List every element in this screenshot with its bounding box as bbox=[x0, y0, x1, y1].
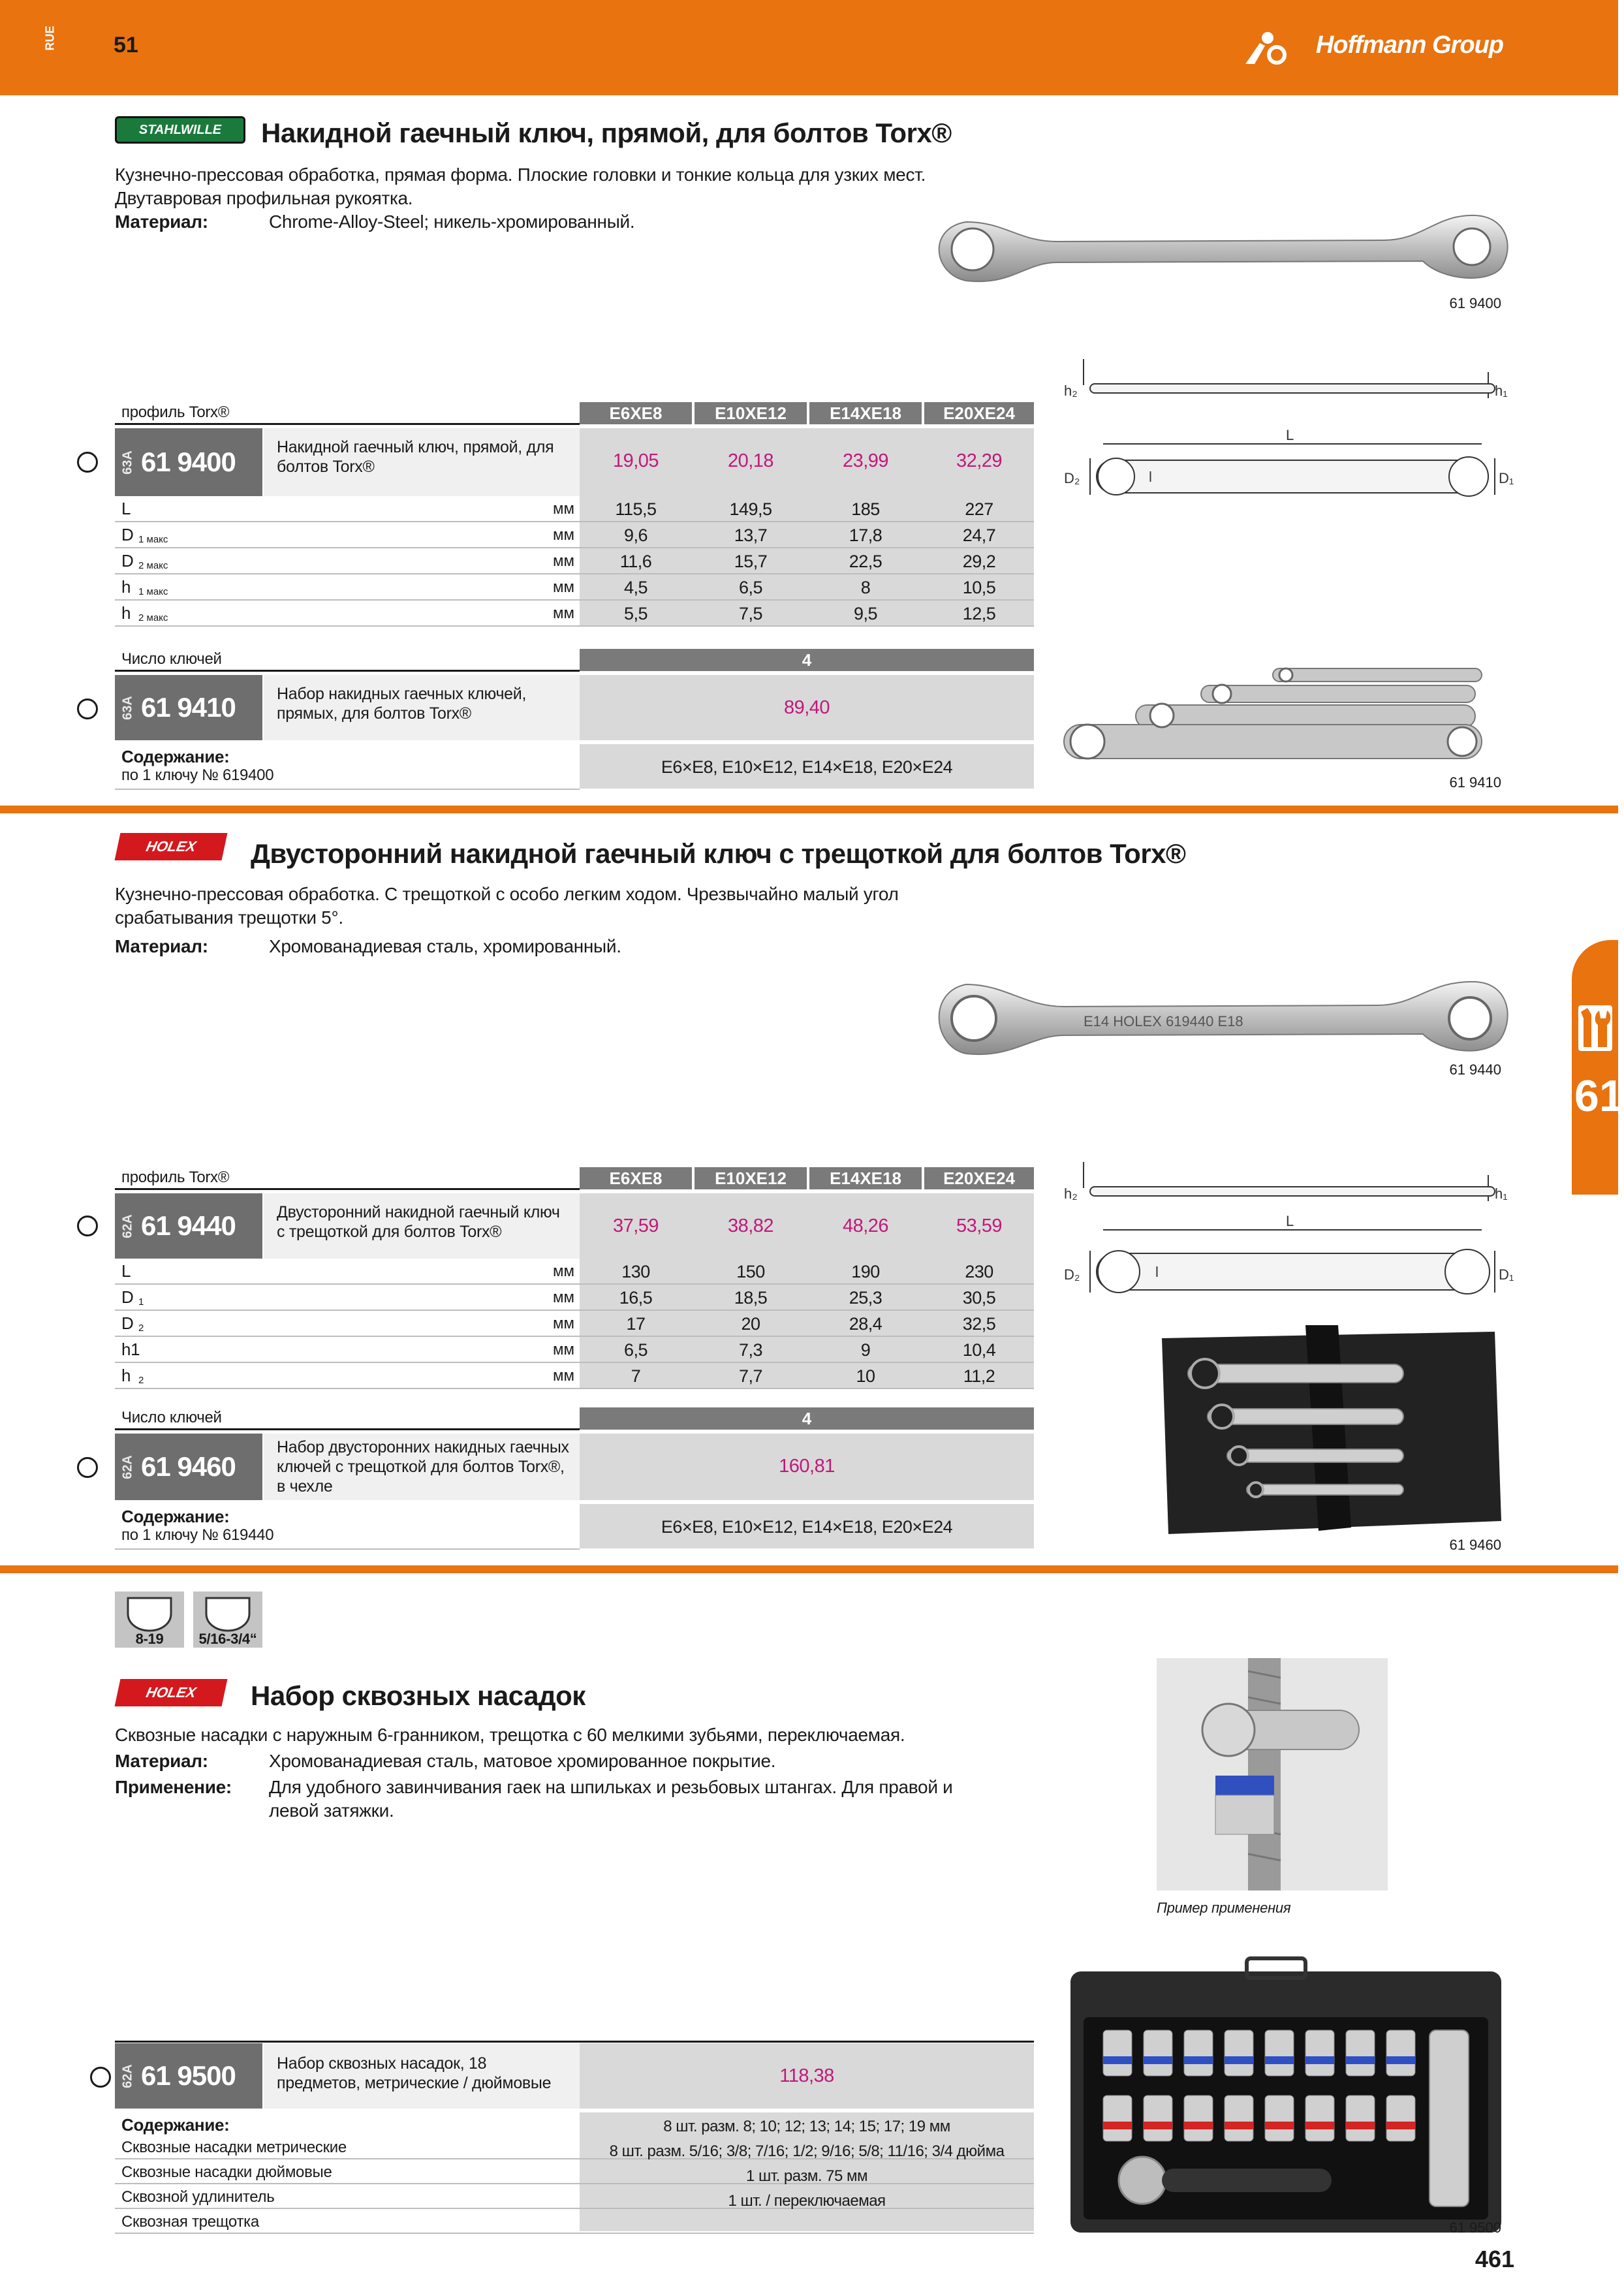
unit-label: мм bbox=[553, 1341, 574, 1358]
dimension-value: 9 bbox=[860, 1340, 871, 1360]
profile-label-2: профиль Torx® bbox=[121, 1169, 230, 1186]
svg-text:h₂: h₂ bbox=[1064, 1185, 1078, 1202]
dimension-value: 9,6 bbox=[623, 525, 648, 545]
dimension-value: 24,7 bbox=[962, 525, 996, 545]
section1-desc1: Кузнечно-прессовая обработка, прямая форма. Плоские головки и тонкие кольца для узких мест. bbox=[115, 165, 926, 185]
section3-application-label: Применение: bbox=[115, 1777, 232, 1797]
section2-desc1: Кузнечно-прессовая обработка. С трещоткой с особо легким ходом. Чрезвычайно малый угол bbox=[115, 884, 899, 904]
socket bbox=[1305, 2095, 1334, 2141]
price: 48,26 bbox=[842, 1216, 889, 1236]
section3-material: Хромованадиевая сталь, матовое хромированное покрытие. bbox=[269, 1751, 776, 1771]
svg-text:l: l bbox=[1155, 1264, 1159, 1280]
page-header bbox=[0, 0, 1618, 95]
dimension-value: 5,5 bbox=[623, 604, 648, 623]
dimension-value: 29,2 bbox=[962, 552, 996, 571]
unit-label: мм bbox=[553, 1289, 574, 1306]
dimension-value: 149,5 bbox=[729, 499, 772, 519]
table1b-rule bbox=[115, 670, 580, 672]
size-header: E6XE8 bbox=[580, 1167, 692, 1189]
svg-text:D₂: D₂ bbox=[1064, 470, 1080, 486]
size-header: E20XE24 bbox=[924, 1167, 1034, 1189]
socket-band bbox=[1225, 2122, 1253, 2129]
dimension-value: 6,5 bbox=[623, 1340, 648, 1360]
dimension-value: 7 bbox=[631, 1366, 641, 1386]
content-row-value: 8 шт. разм. 5/16; 3/8; 7/16; 1/2; 9/16; 5/8; 11/16; 3/4 дюйма bbox=[609, 2142, 1005, 2160]
dimension-value: 13,7 bbox=[734, 525, 768, 545]
socket-band bbox=[1184, 2122, 1213, 2129]
dimension-value: 11,2 bbox=[963, 1366, 995, 1386]
page-number: 461 bbox=[1475, 2246, 1514, 2272]
dimension-subscript: 2 bbox=[138, 1375, 144, 1386]
size-header: E6XE8 bbox=[580, 402, 692, 424]
torx-wrench-image bbox=[927, 209, 1514, 287]
dimension-value: 227 bbox=[965, 499, 993, 519]
dimension-subscript: 2 bbox=[138, 1323, 144, 1334]
dimension-subscript: 1 bbox=[138, 1296, 144, 1308]
dimension-value: 8 bbox=[860, 578, 871, 597]
dimension-value: 17 bbox=[626, 1314, 646, 1334]
article-619440-desc: Двусторонний накидной гаечный ключ с трещоткой для болтов Torx® bbox=[277, 1203, 560, 1241]
section2-title: Двусторонний накидной гаечный ключ с трещоткой для болтов Torx® bbox=[251, 838, 1186, 869]
dimension-value: 17,8 bbox=[849, 525, 882, 545]
section-separator bbox=[0, 1565, 1618, 1573]
unit-label: мм bbox=[553, 1367, 574, 1385]
price: 37,59 bbox=[612, 1216, 659, 1236]
article-619500-desc: Набор сквозных насадок, 18 предметов, метрические / дюймовые bbox=[277, 2054, 552, 2092]
socket-band bbox=[1184, 2056, 1213, 2064]
svg-text:l: l bbox=[1149, 469, 1152, 485]
socket bbox=[1386, 2095, 1415, 2141]
dimension-value: 11,6 bbox=[619, 552, 652, 571]
svg-text:D₁: D₁ bbox=[1499, 470, 1514, 486]
dimension-value: 22,5 bbox=[849, 552, 882, 571]
content-row-label: Сквозные насадки дюймовые bbox=[121, 2163, 332, 2181]
dimension-value: 20 bbox=[741, 1314, 760, 1334]
wrench-engraving: E14 HOLEX 619440 E18 bbox=[1084, 1013, 1243, 1029]
table2-rule bbox=[115, 1188, 580, 1190]
dimension-subscript: 2 макс bbox=[138, 612, 168, 623]
image-ref-619440: 61 9440 bbox=[1449, 1061, 1501, 1078]
availability-circle-icon bbox=[77, 698, 98, 719]
catalog-page-number: 51 bbox=[114, 33, 138, 57]
section1-desc2: Двутавровая профильная рукоятка. bbox=[115, 188, 413, 208]
content-row-label: Сквозные насадки метрические bbox=[121, 2139, 347, 2156]
dimension-label: D bbox=[121, 551, 134, 571]
content-sub-1: по 1 ключу № 619400 bbox=[121, 766, 274, 784]
socket bbox=[1144, 2095, 1172, 2141]
section-separator bbox=[0, 806, 1618, 813]
content-value-1: E6×E8, E10×E12, E14×E18, E20×E24 bbox=[661, 757, 953, 777]
svg-text:D₁: D₁ bbox=[1499, 1266, 1514, 1283]
article-619440[interactable]: 62A 61 9440 bbox=[115, 1193, 262, 1259]
unit-label: мм bbox=[553, 500, 574, 518]
dimension-label: h bbox=[121, 1366, 131, 1385]
dimension-value: 190 bbox=[851, 1262, 880, 1281]
socket bbox=[1184, 2030, 1213, 2076]
size-header: E14XE18 bbox=[809, 402, 922, 424]
dimension-label: D bbox=[121, 1313, 134, 1333]
dimension-label: L bbox=[121, 1261, 131, 1281]
article-619460-desc: Набор двусторонних накидных гаечных ключей с трещоткой для болтов Torx®, в чехле bbox=[277, 1438, 569, 1496]
dimension-subscript: 1 макс bbox=[138, 586, 168, 597]
unit-label: мм bbox=[553, 578, 574, 596]
article-619400-desc: Накидной гаечный ключ, прямой, для болтов Torx® bbox=[277, 438, 554, 476]
dimension-label: D bbox=[121, 525, 134, 544]
dimension-label: h bbox=[121, 577, 131, 597]
section3-application-2: левой затяжки. bbox=[269, 1800, 394, 1821]
socket bbox=[1103, 2030, 1132, 2076]
dimension-value: 32,5 bbox=[962, 1314, 996, 1334]
socket bbox=[1346, 2095, 1375, 2141]
section2-desc2: срабатывания трещотки 5°. bbox=[115, 907, 343, 928]
inch-range-label: 5/16-3/4“ bbox=[198, 1631, 257, 1647]
key-count: 4 bbox=[580, 649, 1034, 671]
content-label-3: Содержание: bbox=[121, 2115, 230, 2135]
dimension-drawing-2 bbox=[1064, 1149, 1521, 1312]
availability-circle-icon bbox=[90, 2067, 111, 2088]
availability-circle-icon bbox=[77, 1457, 98, 1478]
content-value-2: E6×E8, E10×E12, E14×E18, E20×E24 bbox=[661, 1517, 953, 1537]
diag-h2: h₂ bbox=[1064, 383, 1078, 399]
dimension-value: 28,4 bbox=[849, 1314, 882, 1334]
svg-text:h₁: h₁ bbox=[1495, 1185, 1508, 1202]
svg-text:L: L bbox=[1286, 1213, 1294, 1229]
dimension-value: 7,7 bbox=[738, 1366, 763, 1386]
socket-set-case-image bbox=[1064, 1958, 1508, 2233]
unit-label: мм bbox=[553, 552, 574, 570]
image-ref-619460: 61 9460 bbox=[1449, 1537, 1501, 1553]
profile-label-1: профиль Torx® bbox=[121, 403, 230, 421]
section1-title: Накидной гаечный ключ, прямой, для болтов Torx® bbox=[261, 118, 952, 148]
application-photo bbox=[1157, 1658, 1388, 1890]
socket-band bbox=[1103, 2056, 1132, 2064]
section2-material-label: Материал: bbox=[115, 936, 208, 956]
dimension-value: 6,5 bbox=[738, 578, 763, 597]
hoffmann-logo-icon bbox=[1243, 29, 1288, 65]
unit-label: мм bbox=[553, 1315, 574, 1332]
availability-circle-icon bbox=[77, 1216, 98, 1236]
dimension-value: 4,5 bbox=[623, 578, 648, 597]
socket-band bbox=[1144, 2122, 1172, 2129]
row-rule bbox=[115, 1310, 1034, 1311]
holex-logo: HOLEX bbox=[115, 1679, 228, 1706]
application-caption: Пример применения bbox=[1157, 1900, 1291, 1916]
size-header: E20XE24 bbox=[924, 402, 1034, 424]
size-header: E14XE18 bbox=[809, 1167, 922, 1189]
socket bbox=[1265, 2095, 1294, 2141]
dimension-value: 30,5 bbox=[962, 1288, 996, 1308]
content-row-value: 8 шт. разм. 8; 10; 12; 13; 14; 15; 17; 19 мм bbox=[663, 2118, 950, 2135]
dimension-drawing-1 bbox=[1064, 346, 1521, 509]
socket-band bbox=[1386, 2122, 1415, 2129]
row-rule bbox=[115, 573, 1034, 574]
wrench-chapter-icon bbox=[1578, 1005, 1612, 1051]
dimension-value: 115,5 bbox=[615, 499, 657, 519]
socket bbox=[1305, 2030, 1334, 2076]
unit-label: мм bbox=[553, 604, 574, 622]
dimension-value: 25,3 bbox=[849, 1288, 882, 1308]
price: 19,05 bbox=[612, 450, 659, 471]
socket-band bbox=[1265, 2056, 1294, 2064]
image-ref-619410: 61 9410 bbox=[1449, 774, 1501, 791]
article-619400[interactable]: 63A 61 9400 bbox=[115, 428, 262, 496]
price: 38,82 bbox=[727, 1216, 774, 1236]
row-rule bbox=[115, 1336, 1034, 1337]
socket bbox=[1386, 2030, 1415, 2076]
ratchet-wrench-image bbox=[927, 973, 1514, 1064]
dimension-value: 10 bbox=[856, 1366, 875, 1386]
section3-desc1: Сквозные насадки с наружным 6-гранником, трещотка с 60 мелкими зубьями, переключаемая. bbox=[115, 1725, 905, 1745]
article-619410[interactable]: 63A 61 9410 bbox=[115, 675, 262, 740]
image-ref-619500: 61 9500 bbox=[1449, 2219, 1501, 2236]
socket bbox=[1184, 2095, 1213, 2141]
section3-material-label: Материал: bbox=[115, 1751, 208, 1771]
size-header: E10XE12 bbox=[695, 402, 807, 424]
row-rule bbox=[115, 1283, 1034, 1285]
dimension-value: 7,3 bbox=[738, 1340, 763, 1360]
image-ref-619400: 61 9400 bbox=[1449, 295, 1501, 311]
chapter-number: 61 bbox=[1574, 1071, 1624, 1121]
section3-title: Набор сквозных насадок bbox=[251, 1680, 586, 1711]
socket bbox=[1144, 2030, 1172, 2076]
socket bbox=[1265, 2030, 1294, 2076]
content-row-value: 1 шт. / переключаемая bbox=[728, 2192, 886, 2210]
dimension-value: 9,5 bbox=[853, 604, 878, 623]
row-rule bbox=[115, 547, 1034, 548]
holex-logo: HOLEX bbox=[115, 833, 228, 860]
socket bbox=[1346, 2030, 1375, 2076]
price: 20,18 bbox=[727, 450, 774, 471]
dimension-value: 12,5 bbox=[962, 604, 996, 623]
table2b-rule bbox=[115, 1428, 580, 1430]
chapter-tab bbox=[1572, 940, 1624, 1195]
price: 23,99 bbox=[842, 450, 889, 471]
wrench-pouch-image bbox=[1155, 1325, 1508, 1541]
article-619460[interactable]: 62A 61 9460 bbox=[115, 1434, 262, 1500]
dimension-value: 185 bbox=[851, 499, 880, 519]
price: 118,38 bbox=[779, 2065, 834, 2086]
table1-rule bbox=[115, 423, 580, 425]
section1-material: Chrome-Alloy-Steel; никель-хромированный. bbox=[269, 212, 635, 232]
unit-label: мм bbox=[553, 526, 574, 544]
dimension-value: 15,7 bbox=[734, 552, 768, 571]
dimension-label: h1 bbox=[121, 1340, 140, 1359]
row-rule bbox=[115, 1362, 1034, 1363]
socket-band bbox=[1346, 2056, 1375, 2064]
content-row-label: Сквозная трещотка bbox=[121, 2213, 259, 2231]
section1-material-label: Материал: bbox=[115, 212, 208, 232]
price: 160,81 bbox=[779, 1456, 835, 1477]
socket-band bbox=[1305, 2056, 1334, 2064]
key-count: 4 bbox=[580, 1407, 1034, 1430]
dimension-value: 130 bbox=[621, 1262, 650, 1281]
content-row-label: Сквозной удлинитель bbox=[121, 2188, 275, 2206]
wrench-set-image bbox=[1057, 659, 1501, 783]
price: 32,29 bbox=[956, 450, 1003, 471]
socket-band bbox=[1386, 2056, 1415, 2064]
availability-circle-icon bbox=[77, 452, 98, 473]
svg-text:L: L bbox=[1286, 427, 1294, 443]
socket-band bbox=[1144, 2056, 1172, 2064]
price: 53,59 bbox=[956, 1216, 1003, 1236]
row-rule bbox=[115, 1548, 580, 1550]
size-header: E10XE12 bbox=[695, 1167, 807, 1189]
hoffmann-logo-text: Hoffmann Group bbox=[1315, 31, 1503, 59]
socket bbox=[1103, 2095, 1132, 2141]
language-code: RUE bbox=[43, 25, 57, 51]
stahlwille-logo: STAHLWILLE bbox=[115, 116, 245, 144]
socket-band bbox=[1103, 2122, 1132, 2129]
dimension-label: L bbox=[121, 499, 131, 518]
content-row-value: 1 шт. разм. 75 мм bbox=[745, 2167, 868, 2185]
dimension-value: 10,5 bbox=[962, 578, 996, 597]
count-label-1: Число ключей bbox=[121, 650, 222, 668]
svg-text:D₂: D₂ bbox=[1064, 1266, 1080, 1283]
metric-range-label: 8-19 bbox=[135, 1631, 164, 1647]
content-sub-2: по 1 ключу № 619440 bbox=[121, 1526, 274, 1544]
dimension-subscript: 1 макс bbox=[138, 534, 168, 545]
row-rule bbox=[115, 2233, 1034, 2234]
row-rule bbox=[115, 521, 1034, 522]
socket bbox=[1225, 2030, 1253, 2076]
unit-label: мм bbox=[553, 1263, 574, 1280]
content-label-1: Содержание: bbox=[121, 747, 230, 766]
count-label-2: Число ключей bbox=[121, 1409, 222, 1426]
row-rule bbox=[115, 789, 580, 790]
dimension-value: 18,5 bbox=[734, 1288, 768, 1308]
dimension-value: 230 bbox=[965, 1262, 993, 1281]
row-rule bbox=[115, 1388, 1034, 1389]
socket-band bbox=[1346, 2122, 1375, 2129]
section3-application-1: Для удобного завинчивания гаек на шпильках и резьбовых штангах. Для правой и bbox=[269, 1777, 953, 1797]
socket bbox=[1225, 2095, 1253, 2141]
socket-band bbox=[1225, 2056, 1253, 2064]
socket-band bbox=[1265, 2122, 1294, 2129]
dimension-label: D bbox=[121, 1287, 134, 1307]
dimension-subscript: 2 макс bbox=[138, 560, 168, 571]
socket-band bbox=[1305, 2122, 1334, 2129]
dimension-value: 10,4 bbox=[962, 1340, 996, 1360]
row-rule bbox=[115, 599, 1034, 601]
dimension-value: 16,5 bbox=[619, 1288, 653, 1308]
section2-material: Хромованадиевая сталь, хромированный. bbox=[269, 936, 621, 956]
dimension-value: 150 bbox=[736, 1262, 765, 1281]
dimension-value: 7,5 bbox=[738, 604, 763, 623]
row-rule bbox=[115, 625, 1034, 627]
article-619500[interactable]: 62A 61 9500 bbox=[115, 2043, 262, 2109]
svg-text:h₁: h₁ bbox=[1495, 383, 1508, 399]
price: 89,40 bbox=[783, 697, 830, 718]
dimension-label: h bbox=[121, 603, 131, 623]
article-619410-desc: Набор накидных гаечных ключей, прямых, для болтов Torx® bbox=[277, 685, 527, 723]
table3-rule bbox=[115, 2041, 1034, 2043]
content-label-2: Содержание: bbox=[121, 1507, 230, 1526]
